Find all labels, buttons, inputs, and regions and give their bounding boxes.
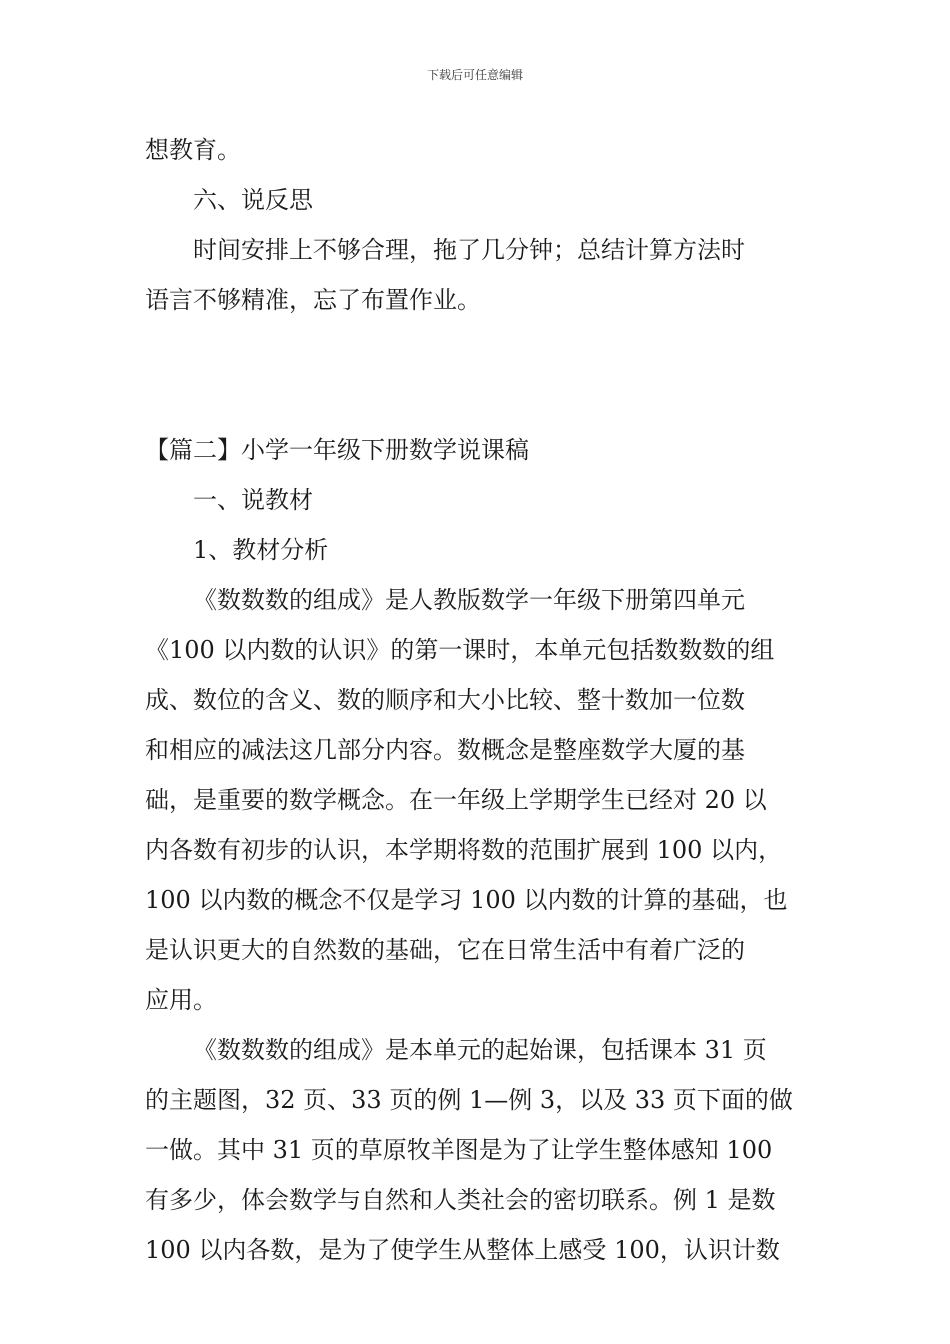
article-title: 【篇二】小学一年级下册数学说课稿 <box>145 436 529 464</box>
text-line: 语言不够精准，忘了布置作业。 <box>145 286 481 314</box>
text-line: 《数数数的组成》是本单元的起始课，包括课本 31 页 <box>193 1036 767 1064</box>
text-line: 的主题图，32 页、33 页的例 1—例 3，以及 33 页下面的做 <box>145 1086 793 1114</box>
text-line: 内各数有初步的认识，本学期将数的范围扩展到 100 以内， <box>145 836 783 864</box>
subsection-heading-analysis: 1、教材分析 <box>193 536 329 564</box>
section-heading-textbook: 一、说教材 <box>193 486 313 514</box>
text-line: 100 以内各数，是为了使学生从整体上感受 100，认识计数 <box>145 1236 780 1264</box>
text-line: 100 以内数的概念不仅是学习 100 以内数的计算的基础，也 <box>145 886 788 914</box>
text-line: 《数数数的组成》是人教版数学一年级下册第四单元 <box>193 586 745 614</box>
paragraph-gap <box>145 325 810 425</box>
text-line: 础，是重要的数学概念。在一年级上学期学生已经对 20 以 <box>145 786 767 814</box>
text-line: 和相应的减法这几部分内容。数概念是整座数学大厦的基 <box>145 736 745 764</box>
text-line: 一做。其中 31 页的草原牧羊图是为了让学生整体感知 100 <box>145 1136 773 1164</box>
text-line: 时间安排上不够合理，拖了几分钟；总结计算方法时 <box>193 236 745 264</box>
text-line: 是认识更大的自然数的基础，它在日常生活中有着广泛的 <box>145 936 745 964</box>
text-line: 想教育。 <box>145 136 241 164</box>
document-body <box>145 125 810 1275</box>
text-line: 《100 以内数的认识》的第一课时，本单元包括数数数的组 <box>145 636 775 664</box>
page-header-note: 下载后可任意编辑 <box>426 68 523 82</box>
text-line: 有多少，体会数学与自然和人类社会的密切联系。例 1 是数 <box>145 1186 776 1214</box>
text-line: 成、数位的含义、数的顺序和大小比较、整十数加一位数 <box>145 686 745 714</box>
section-heading-reflection: 六、说反思 <box>193 186 313 214</box>
text-line: 应用。 <box>145 986 217 1014</box>
